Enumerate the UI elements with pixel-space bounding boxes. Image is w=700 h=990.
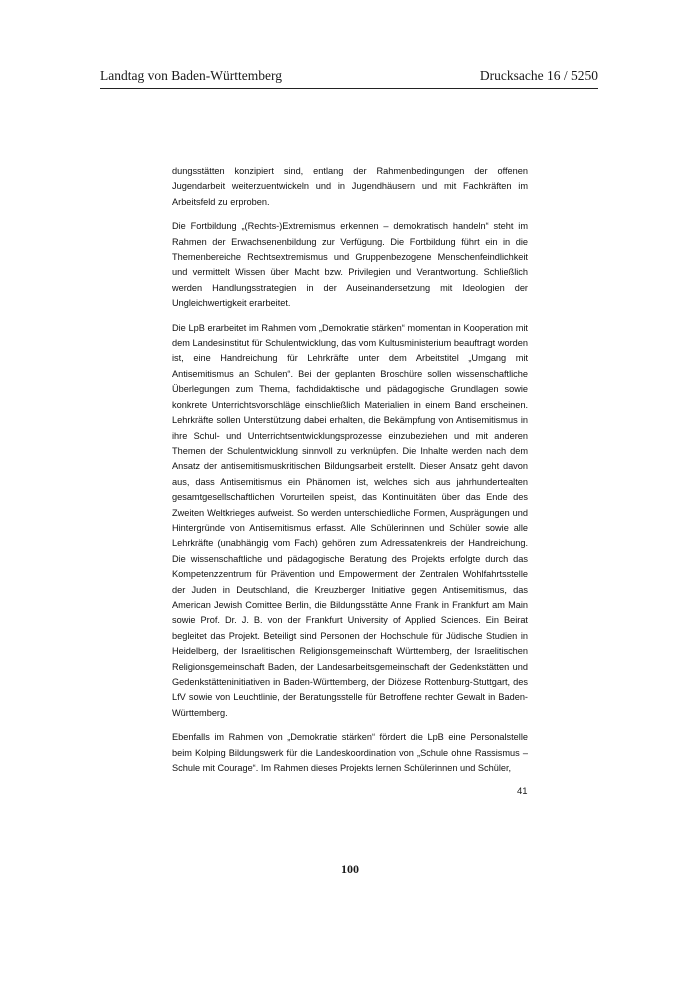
paragraph-1: dungsstätten konzipiert sind, entlang der Rahmenbedingungen der offenen Jugendarbeit weiterzuentwickeln und in Jugendhäusern und mit Fachkräften im Arbeitsfeld zu erproben.	[172, 166, 528, 207]
header-parliament-name: Landtag von Baden-Württemberg	[100, 68, 282, 83]
page-header	[100, 66, 598, 89]
paragraph-2: Die Fortbildung „(Rechts-)Extremismus erkennen – demokratisch handeln“ steht im Rahmen der Erwachsenenbildung zur Verfügung. Die Fortbildung führt ein in die Themenbereiche Rechtsextremismus und Gruppenbezogene Menschenfeindlichkeit und vermittelt Wissen über Macht bzw. Privilegien und Verantwortung. Schließlich werden Handlungsstrategien in der Auseinandersetzung mit Ideologien der Ungleichwertigkeit erarbeitet.	[172, 221, 528, 309]
paragraph-3: Die LpB erarbeitet im Rahmen vom „Demokratie stärken“ momentan in Kooperation mit dem Landesinstitut für Schulentwicklung, das vom Kultusministerium beauftragt worden ist, eine Handreichung für Lehrkräfte unter dem Arbeitstitel „Umgang mit Antisemitismus an Schulen“. Bei der geplanten Broschüre sollen wissenschaftliche Überlegungen zum Thema, fachdidaktische und pädagogische Grundlagen sowie konkrete Unterrichtsvorschläge einschließlich Materialien in einem Band erscheinen. Lehrkräfte sollen Unterstützung dabei erhalten, die Bekämpfung von Antisemitismus in ihre Schul- und Unterrichtsentwicklungsprozesse einzubeziehen und mit anderen Themen der Schulentwicklung sinnvoll zu verknüpfen. Die Inhalte werden nach dem Ansatz der antisemitismuskritischen Bildungsarbeit erstellt. Dieser Ansatz geht davon aus, dass Antisemitismus ein Phänomen ist, welches sich aus jahrhundertealten gesamtgesellschaftlichen Vorurteilen speist, das Kontinuitäten über das Ende des Zweiten Weltkrieges aufweist. So werden unterschiedliche Formen, Ausprägungen und Hintergründe von Antisemitismus erfasst. Alle Schülerinnen und Schüler sowie alle Lehrkräfte (unabhängig vom Fach) gehören zum Adressatenkreis der Handreichung. Die wissenschaftliche und pädagogische Beratung des Projekts erfolgte durch das Kompetenzzentrum für Prävention und Empowerment der Zentralen Wohlfahrtsstelle der Juden in Deutschland, die Kreuzberger Initiative gegen Antisemitismus, das American Jewish Comittee Berlin, die Bildungsstätte Anne Frank in Frankfurt am Main sowie Prof. Dr. J. B. von der Frankfurt University of Applied Sciences. Ein Beirat begleitet das Projekt. Beteiligt sind Personen der Hochschule für Jüdische Studien in Heidelberg, der Israelitischen Religionsgemeinschaft Württemberg, der Israelitischen Religionsgemeinschaft Baden, der Landesarbeitsgemeinschaft der Gedenkstätten und Gedenkstätteninitiativen in Baden-Württemberg, der Diözese Rottenburg-Stuttgart, des LfV sowie von Leuchtlinie, der Beratungsstelle für Betroffene rechter Gewalt in Baden-Württemberg.	[172, 322, 528, 718]
paragraph-4: Ebenfalls im Rahmen von „Demokratie stärken“ fördert die LpB eine Personalstelle beim Kolping Bildungswerk für die Landeskoordination von „Schule ohne Rassismus – Schule mit Courage“. Im Rahmen dieses Projekts lernen Schülerinnen und Schüler,	[172, 732, 528, 774]
inner-page-number: 41	[517, 786, 528, 797]
header-document-number: Drucksache 16 / 5250	[479, 68, 598, 83]
body-text	[172, 164, 528, 785]
page-number: 100	[341, 862, 359, 876]
